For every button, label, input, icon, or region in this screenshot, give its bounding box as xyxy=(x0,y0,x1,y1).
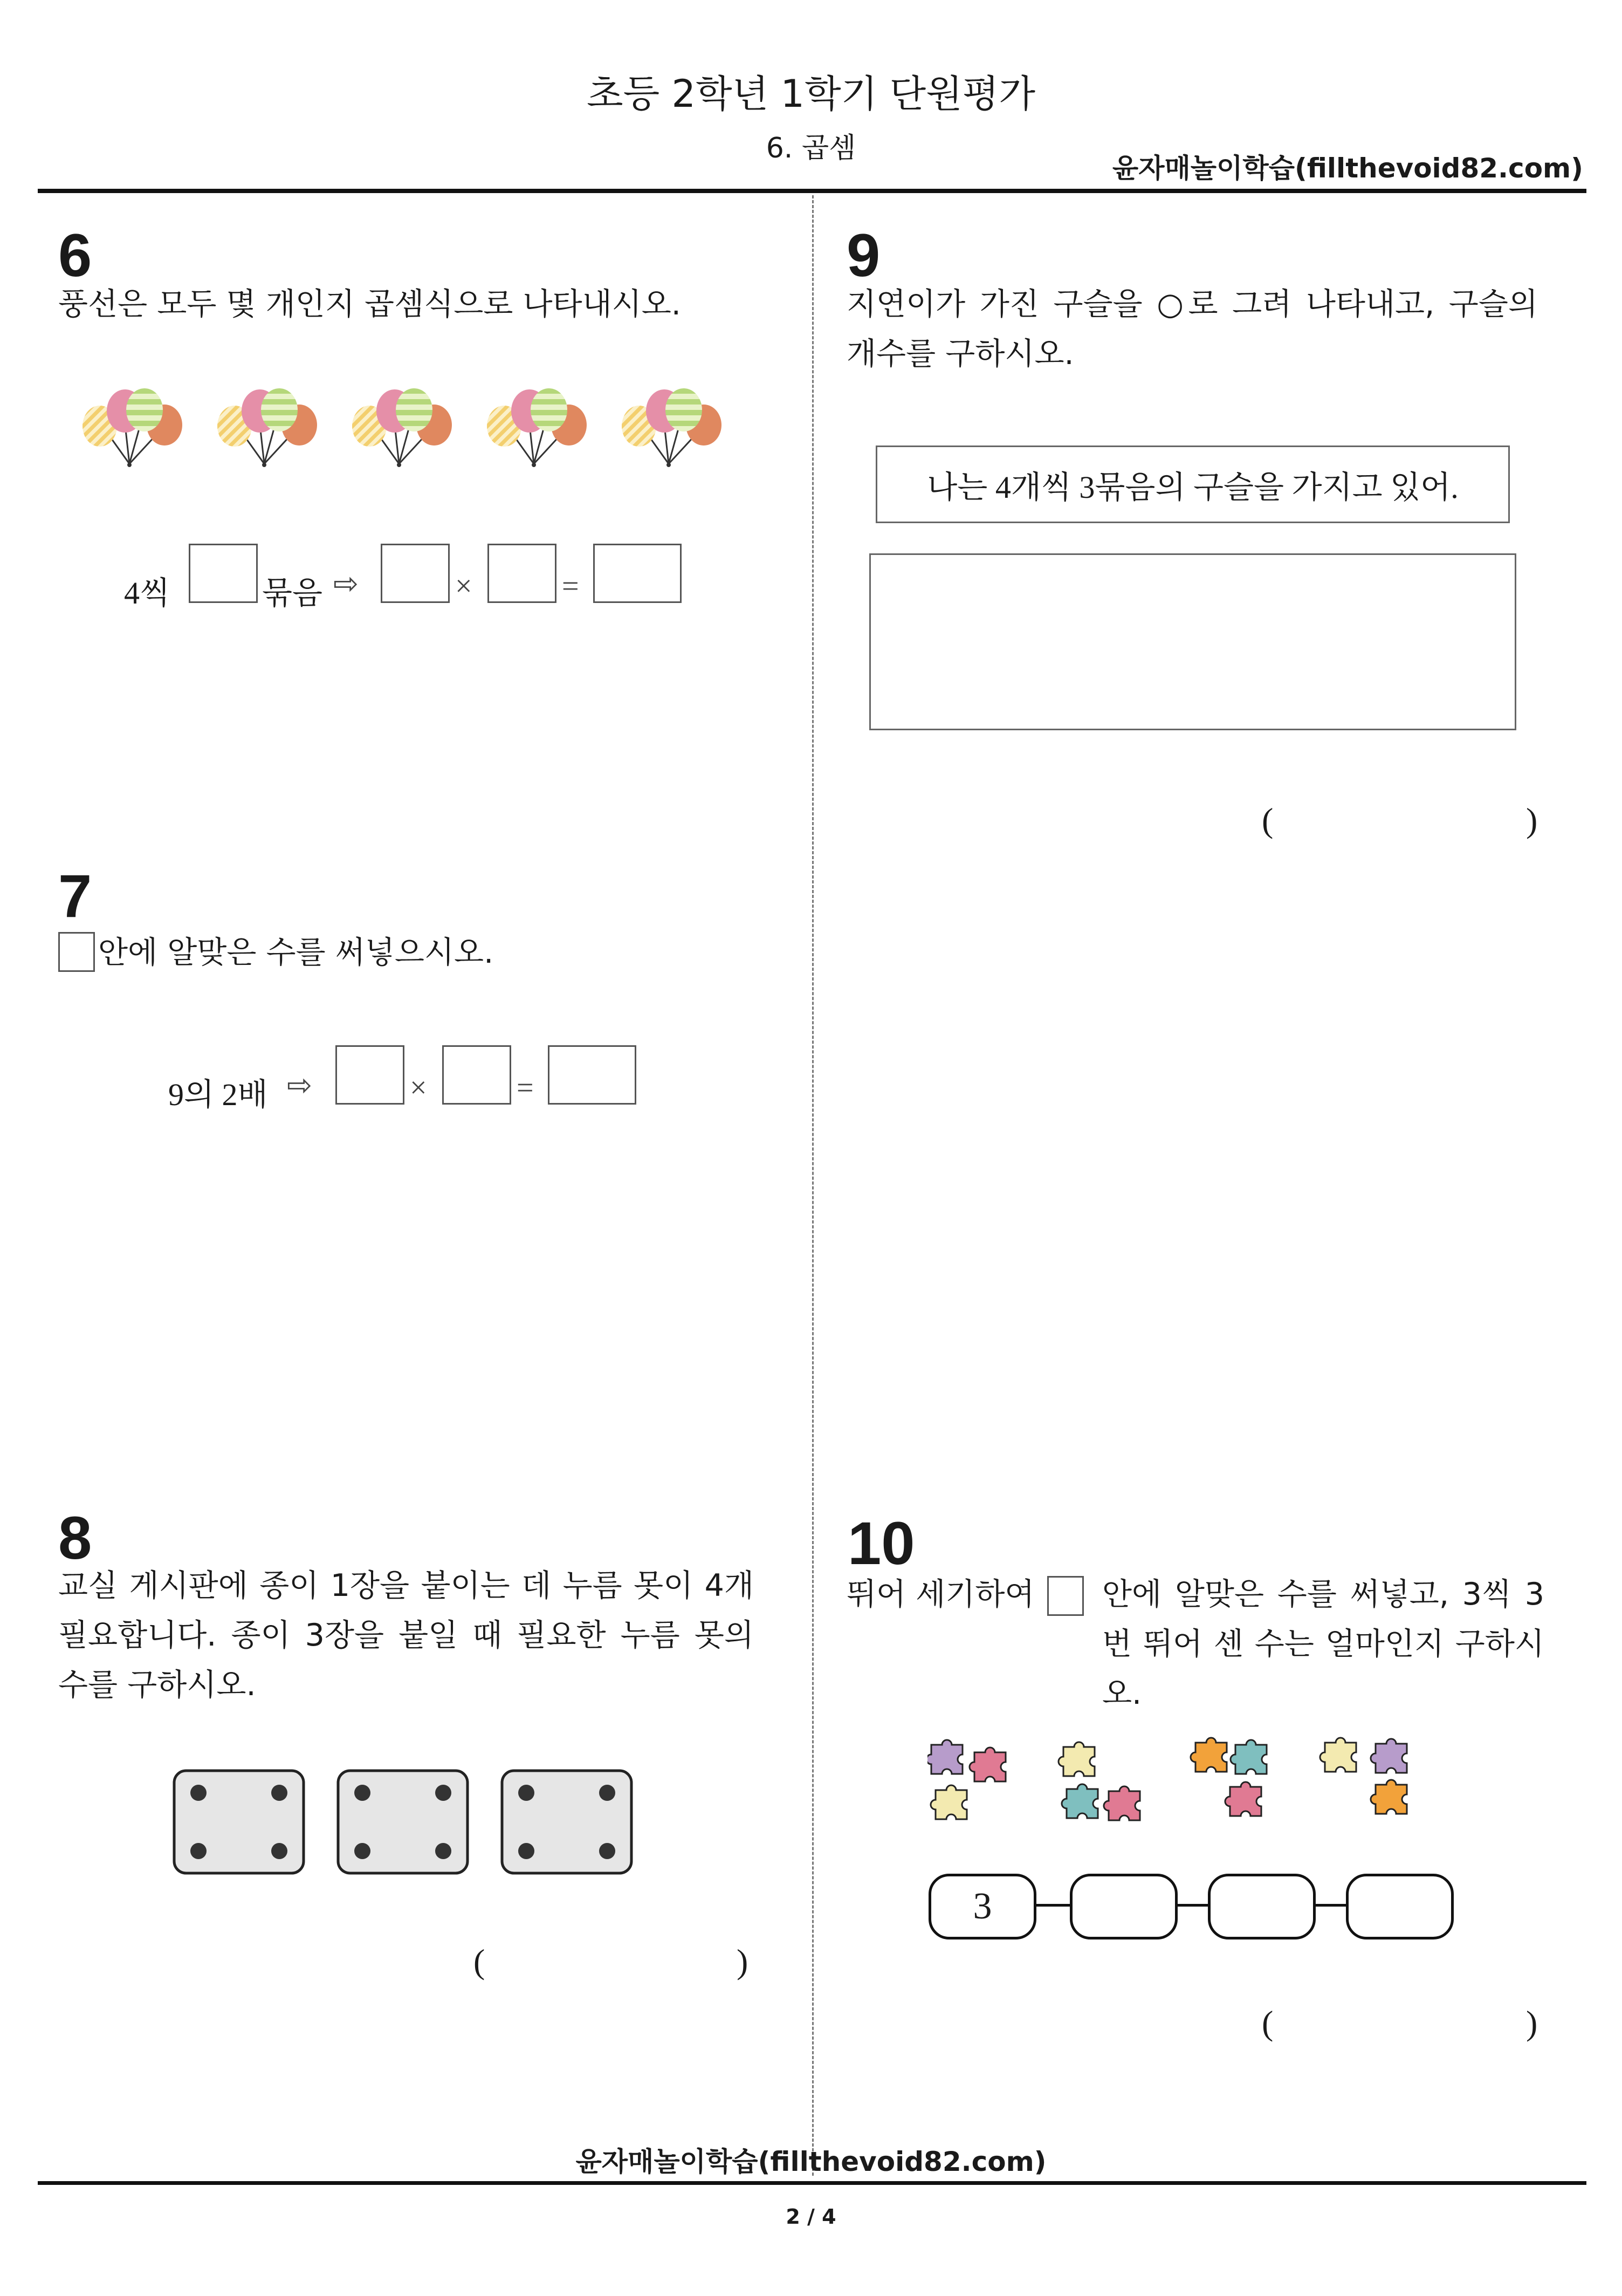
footer-rule xyxy=(38,2181,1586,2185)
q6-product-box[interactable] xyxy=(593,544,682,603)
footer-brand: 윤자매놀이학습(fillthevoid82.com) xyxy=(575,2146,1047,2177)
q10-chain-box-3[interactable] xyxy=(1346,1874,1454,1939)
q6-factor2-box[interactable] xyxy=(487,544,556,603)
pinned-papers-illustration xyxy=(173,1769,642,1877)
paper-sheet xyxy=(174,1771,304,1873)
page-number: 2 / 4 xyxy=(786,2205,836,2229)
puzzle-group xyxy=(927,1740,1006,1819)
balloon-illustration xyxy=(75,378,755,480)
q10-chain-start-value: 3 xyxy=(973,1886,992,1927)
q9-drawing-area[interactable] xyxy=(869,553,1516,730)
question-9-text: 지연이가 가진 구슬을 ○로 그려 나타내고, 구슬의 개수를 구하시오. xyxy=(847,286,1538,372)
q10-chain-start xyxy=(929,1874,1036,1939)
q10-inline-box xyxy=(1047,1576,1084,1616)
header-rule xyxy=(38,189,1586,193)
q10-chain-link xyxy=(1316,1904,1347,1907)
q8-answer-field[interactable] xyxy=(494,1944,731,1978)
q7-prefix: 9의 2배 xyxy=(168,1077,268,1112)
balloon-group xyxy=(83,388,182,467)
paper-sheet xyxy=(338,1771,468,1873)
q7-equals: = xyxy=(517,1071,534,1105)
q7-factor1-box[interactable] xyxy=(335,1045,404,1105)
question-8-number: 8 xyxy=(58,1504,92,1572)
question-6-number: 6 xyxy=(58,222,92,289)
q6-groups-answer-box[interactable] xyxy=(189,544,258,603)
puzzle-group xyxy=(1059,1742,1140,1820)
puzzle-group xyxy=(1320,1738,1407,1814)
question-7-number: 7 xyxy=(58,862,92,930)
q6-arrow: ⇨ xyxy=(333,567,359,601)
balloon-group xyxy=(352,388,452,467)
unit-subtitle: 6. 곱셈 xyxy=(766,132,856,165)
q7-product-box[interactable] xyxy=(548,1045,636,1105)
q7-arrow: ⇨ xyxy=(287,1069,312,1102)
balloon-group xyxy=(217,388,317,467)
puzzle-group xyxy=(1191,1738,1267,1816)
balloon-group xyxy=(622,388,721,467)
q7-factor2-box[interactable] xyxy=(442,1045,511,1105)
q10-paren-open: ( xyxy=(1262,2004,1274,2042)
q10-chain-link xyxy=(1036,1904,1071,1907)
q9-speech-box xyxy=(876,446,1510,523)
question-10-number: 10 xyxy=(848,1510,915,1577)
q10-chain-link xyxy=(1178,1904,1209,1907)
q9-speech-text: 나는 4개씩 3묶음의 구슬을 가지고 있어. xyxy=(927,470,1459,505)
q9-paren-open: ( xyxy=(1262,801,1274,839)
question-6-text: 풍선은 모두 몇 개인지 곱셈식으로 나타내시오. xyxy=(58,286,681,322)
paper-sheet xyxy=(502,1771,631,1873)
q7-inline-box xyxy=(58,932,95,972)
q10-chain-box-1[interactable] xyxy=(1070,1874,1178,1939)
q10-answer-field[interactable] xyxy=(1283,2005,1521,2040)
q6-equals: = xyxy=(562,570,579,603)
brand-header: 윤자매놀이학습(fillthevoid82.com) xyxy=(1112,153,1583,184)
q6-times: × xyxy=(455,570,472,603)
q10-paren-close: ) xyxy=(1526,2004,1538,2042)
q9-paren-close: ) xyxy=(1526,801,1538,839)
question-10-text-b: 안에 알맞은 수를 써넣고, 3씩 3 번 뛰어 센 수는 얼마인지 구하시오. xyxy=(1102,1577,1544,1711)
balloon-group xyxy=(487,388,587,467)
question-10-text-a: 뛰어 세기하여 xyxy=(847,1577,1035,1612)
q8-paren-close: ) xyxy=(737,1942,748,1980)
q8-paren-open: ( xyxy=(473,1942,485,1980)
puzzle-illustration xyxy=(927,1731,1445,1845)
column-divider xyxy=(812,195,814,2176)
q9-answer-field[interactable] xyxy=(1283,803,1521,837)
q6-prefix: 4씩 xyxy=(124,575,170,611)
page-title: 초등 2학년 1학기 단원평가 xyxy=(586,72,1036,116)
q7-times: × xyxy=(410,1071,427,1105)
question-8-text: 교실 게시판에 종이 1장을 붙이는 데 누름 못이 4개 필요합니다. 종이 3장을 붙일 때 필요한 누름 못의 수를 구하시오. xyxy=(58,1568,754,1703)
q10-chain-box-2[interactable] xyxy=(1208,1874,1316,1939)
q6-factor1-box[interactable] xyxy=(381,544,450,603)
question-7-text: 안에 알맞은 수를 써넣으시오. xyxy=(98,935,494,970)
question-9-number: 9 xyxy=(847,222,881,289)
q6-mid-label: 묶음 xyxy=(262,575,323,611)
